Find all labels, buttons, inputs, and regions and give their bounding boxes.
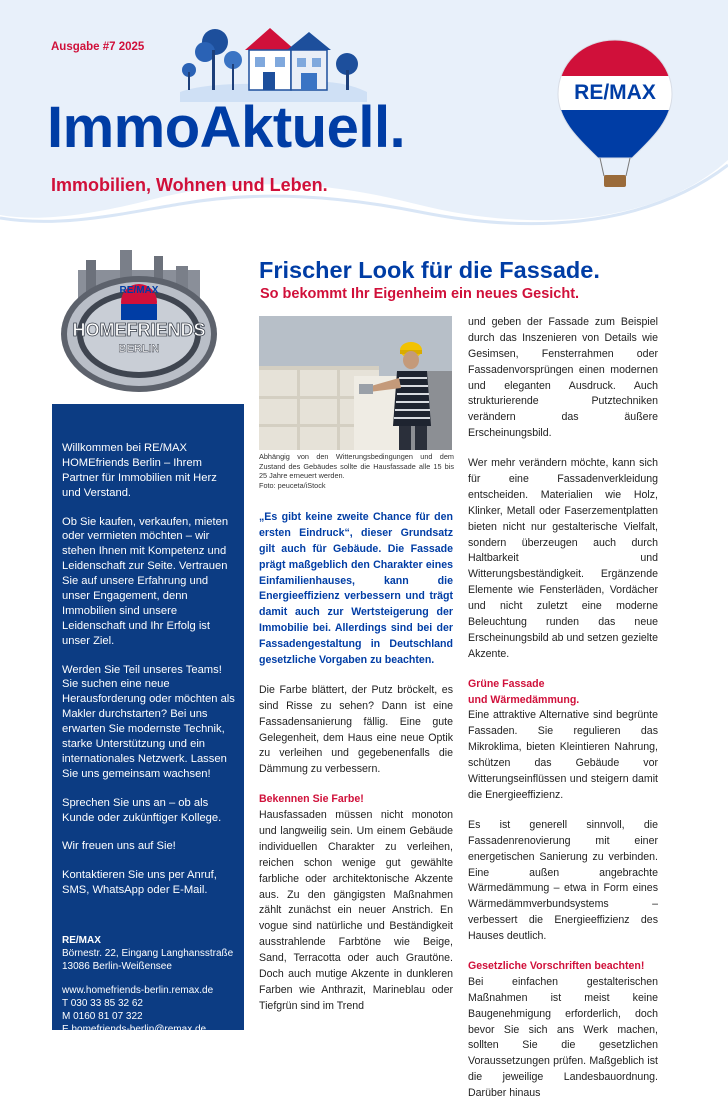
homefriends-berlin-logo bbox=[58, 248, 220, 398]
logo-city-text: BERLIN bbox=[118, 343, 160, 355]
article-lead: „Es gibt keine zweite Chance für den ersten Eindruck“, dieser Grundsatz gilt auch für Gebäude. Die Fassade prägt maßgeblich den Charakter eines Einfamilienhauses, kann die Energieeffizienz verbessern und trägt damit auch zur Wertsteigerung der Immobilie bei. Allerdings sind bei der Fassadengestaltung in Deutschland gesetzliche Vorgaben zu beachten. bbox=[259, 511, 453, 667]
magazine-subtitle: Immobilien, Wohnen und Leben. bbox=[51, 175, 328, 195]
photo-caption bbox=[259, 452, 454, 491]
section-heading: Bekennen Sie Farbe! bbox=[259, 793, 364, 806]
magazine-title: ImmoAktuell. bbox=[47, 95, 406, 160]
contact-phone[interactable]: T 030 33 85 32 62 bbox=[62, 998, 143, 1010]
sidebar-paragraph: Ob Sie kaufen, verkaufen, mieten oder vermieten möchten – wir stehen Ihnen mit Kompetenz und Leidenschaft zur Seite. Vertrauen Sie auf unsere Erfahrung und unser Engagement, denn Immobilien sind unsere Leidenschaft und Ihr Erfolg ist unser Ziel. bbox=[62, 515, 229, 647]
logo-brand-text: RE/MAX bbox=[119, 285, 159, 296]
article-column-1 bbox=[259, 510, 453, 1029]
section-heading: Grüne Fassade bbox=[468, 677, 545, 690]
contact-website-link[interactable]: www.homefriends-berlin.remax.de bbox=[62, 985, 214, 997]
sidebar-paragraph: Werden Sie Teil unseres Teams! Sie suchen eine neue Herausforderung oder möchten als Makler durchstarten? Bei uns erwarten Sie modernste Technik, starke Unterstützung und ein internationales Netzwerk. Lassen Sie uns gemeinsam wachsen! bbox=[62, 663, 235, 780]
issue-label: Ausgabe #7 2025 bbox=[51, 41, 145, 53]
remax-logo-text: RE/MAX bbox=[574, 81, 656, 104]
section-heading: und Wärmedämmung. bbox=[468, 693, 580, 706]
article-subtitle: So bekommt Ihr Eigenheim ein neues Gesicht. bbox=[260, 286, 580, 302]
caption-text: Abhängig von den Witterungsbedingungen und dem Zustand des Gebäudes sollte die Hausfassade alle 15 bis 25 Jahre erneuert werden. bbox=[259, 452, 454, 481]
article-paragraph: Wer mehr verändern möchte, kann sich für eine Fassadenverkleidung entscheiden. Materialien wie Holz, Klinker, Metall oder Faserzementplatten bieten nicht nur gestalterische Vielfalt, sondern überzeugen auch durch Haltbarkeit und Witterungsbeständigkeit. Ergänzende Elemente wie Fensterläden, Vordächer und nicht zuletzt eine moderne Beleuchtung runden das neue Erscheinungsbild ab und setzen gezielte Akzente. bbox=[468, 457, 658, 660]
sidebar-panel bbox=[52, 404, 244, 1036]
remax-balloon-logo bbox=[556, 38, 674, 190]
article-paragraph: Hausfassaden müssen nicht monoton und langweilig sein. Um einem Gebäude individuellen Charakter zu verleihen, reichen schon wenige gut gewählte farbliche oder architektonische Akzente aus. Zu den gängigsten Maßnahmen zählt zunächst ein neuer Anstrich. En vogue sind natürliche und Beständigkeit ausstrahlende Farbtöne wie Beige, Sand, Terracotta oder auch Grautöne. Doch auch mutige Akzente in dunkleren Farben wie Anthrazit, Marineblau oder Tiefgrün sind im Trend bbox=[259, 809, 453, 1012]
contact-email-link[interactable]: E homefriends-berlin@remax.de bbox=[62, 1024, 207, 1036]
article-paragraph: Die Farbe blättert, der Putz bröckelt, es sind Risse zu sehen? Dann ist eine Fassadensanierung fällig. Eine gute Gelegenheit, dem Haus eine neue Optik zu verleihen und gegebenenfalls die Dämmung zu verbessern. bbox=[259, 683, 453, 776]
article-title: Frischer Look für die Fassade. bbox=[259, 257, 600, 283]
sidebar-paragraph: Wir freuen uns auf Sie! bbox=[62, 840, 176, 853]
article-paragraph: Bei einfachen gestalterischen Maßnahmen ist meist keine Baugenehmigung erforderlich, doch bevor Sie sich ans Werk machen, sollten Sie die gesetzlichen Voraussetzungen prüfen. Maßgeblich ist die jeweilige Landesbauordnung. Darüber hinaus bbox=[468, 975, 658, 1100]
article-paragraph: Eine attraktive Alternative sind begrünte Fassaden. Sie regulieren das Mikroklima, bieten Kleintieren Nahrung, schützen das Gebäude vor Witterungseinflüssen und steigern damit die Energieeffizienz. bbox=[468, 709, 658, 801]
sidebar-paragraph: Kontaktieren Sie uns per Anruf, SMS, WhatsApp oder E-Mail. bbox=[62, 869, 217, 897]
logo-name-text: HOMEFRIENDS bbox=[72, 320, 206, 340]
sidebar-paragraph: Sprechen Sie uns an – ob als Kunde oder zukünftiger Kollege. bbox=[62, 796, 222, 824]
contact-block bbox=[62, 934, 236, 1036]
sidebar-paragraph: Willkommen bei RE/MAX HOMEfriends Berlin – Ihrem Partner für Immobilien mit Herz und Verstand. bbox=[62, 442, 217, 499]
contact-city: 13086 Berlin-Weißensee bbox=[62, 961, 172, 973]
photo-credit: Foto: peuceta/iStock bbox=[259, 481, 326, 491]
contact-company: RE/MAX bbox=[62, 935, 101, 947]
contact-street: Börnestr. 22, Eingang Langhansstraße bbox=[62, 948, 234, 960]
article-paragraph: Es ist generell sinnvoll, die Fassadenrenovierung mit einer energetischen Sanierung zu verbinden. Eine außen angebrachte Wärmedämmung – etwa in Form eines Wärmedämmverbundsystems – verbessert die Energieeffizienz des Hauses deutlich. bbox=[468, 818, 658, 943]
article-paragraph: und geben der Fassade zum Beispiel durch das Inszenieren von Details wie Gesimsen, Fensterrahmen oder Fassadenvorsprüngen einen modernen und eleganten Ausdruck. Auch strukturierende Putztechniken verändern das äußere Erscheinungsbild. bbox=[468, 316, 658, 440]
article-column-2 bbox=[468, 315, 658, 1116]
contact-mobile[interactable]: M 0160 81 07 322 bbox=[62, 1011, 143, 1023]
section-heading: Gesetzliche Vorschriften beachten! bbox=[468, 959, 645, 972]
house-illustration bbox=[175, 20, 370, 102]
facade-worker-photo bbox=[259, 316, 452, 450]
